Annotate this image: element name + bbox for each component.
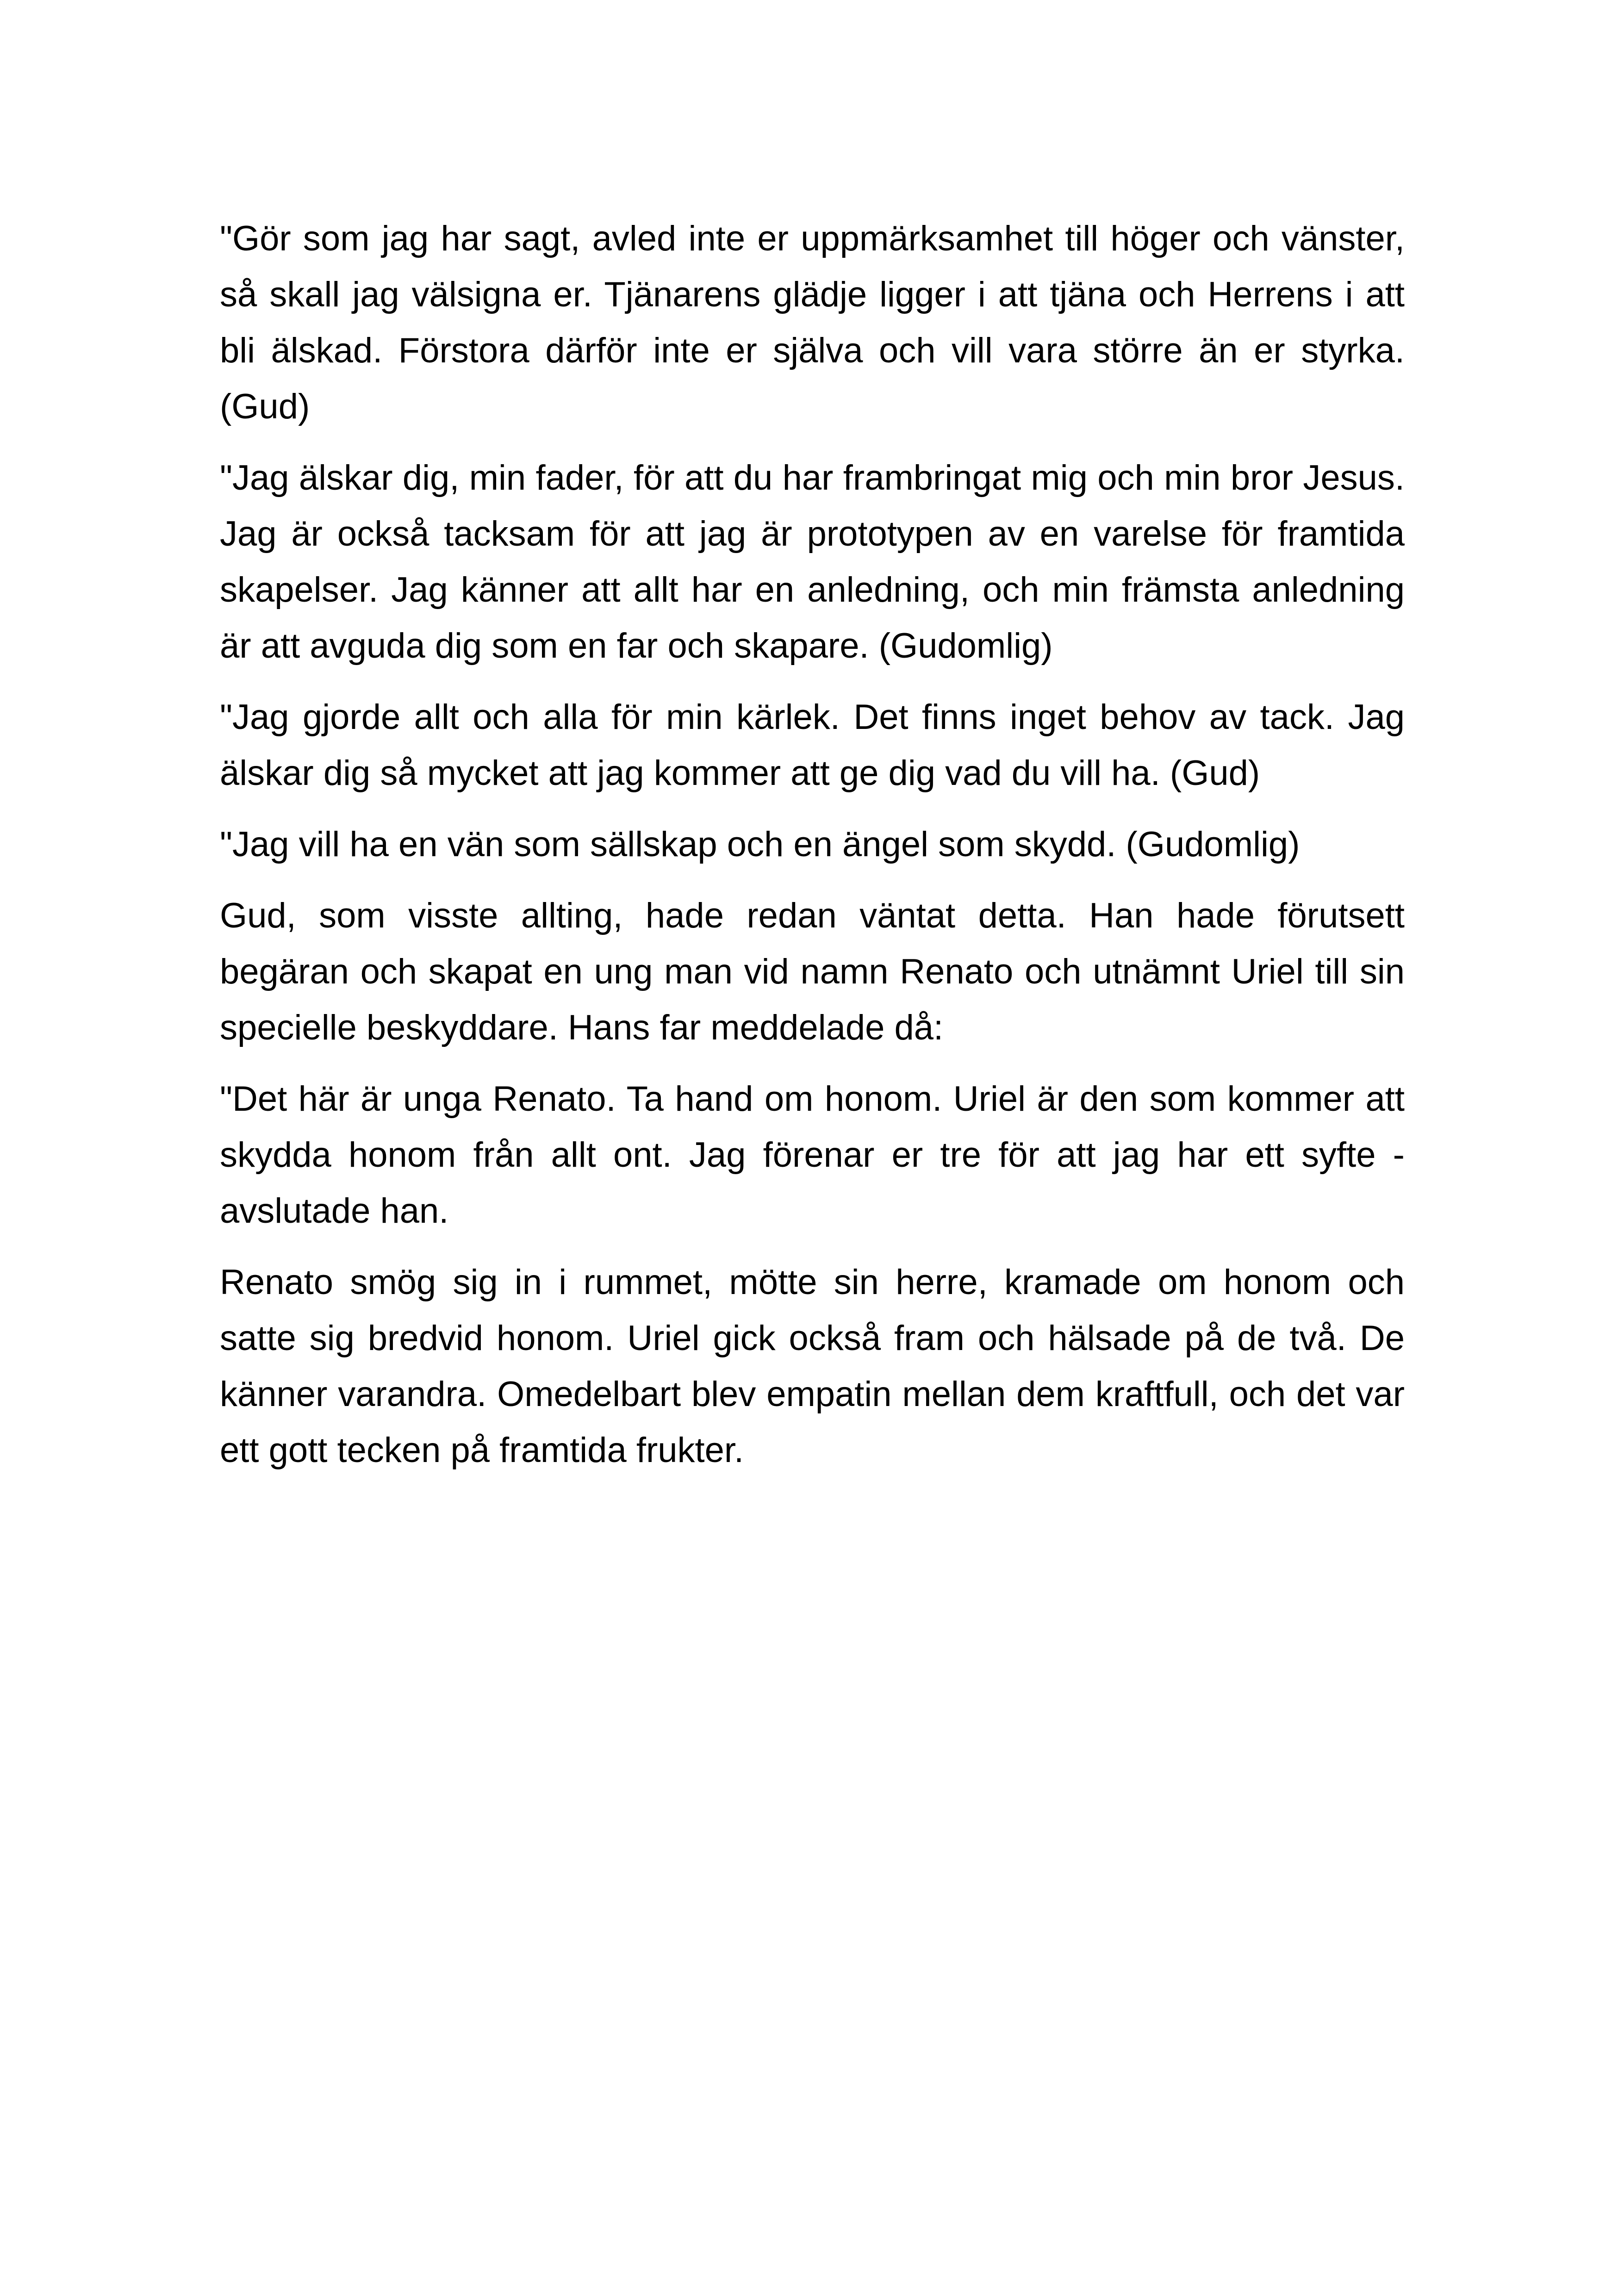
paragraph-god-blessing: "Gör som jag har sagt, avled inte er uppmärksamhet till höger och vänster, så skall jag välsigna er. Tjänarens glädje ligger i att tjäna och Herrens i att bli älskad. Förstora därför inte er själva och vill vara större än er styrka. (Gud) xyxy=(220,219,1405,426)
paragraph-friend-angel: "Jag vill ha en vän som sällskap och en ängel som skydd. (Gudomlig) xyxy=(220,825,1300,864)
paragraph-renato-entered: Renato smög sig in i rummet, mötte sin herre, kramade om honom och satte sig bredvid honom. Uriel gick också fram och hälsade på de två. De känner varandra. Omedelbart blev empatin mellan dem kraftfull, och det var ett gott tecken på framtida frukter. xyxy=(220,1263,1405,1470)
paragraph-love-father: "Jag älskar dig, min fader, för att du har frambringat mig och min bror Jesus. Jag är också tacksam för att jag är prototypen av en varelse för framtida skapelser. Jag känner att allt har en anledning, och min främsta anledning är att avguda dig som en far och skapare. (Gudomlig) xyxy=(220,458,1405,666)
paragraph-made-everything: "Jag gjorde allt och alla för min kärlek. Det finns inget behov av tack. Jag älskar dig så mycket att jag kommer att ge dig vad du vill ha. (Gud) xyxy=(220,697,1405,793)
paragraph-god-knew: Gud, som visste allting, hade redan väntat detta. Han hade förutsett begäran och skapat en ung man vid namn Renato och utnämnt Uriel till sin specielle beskyddare. Hans far meddelade då: xyxy=(220,896,1405,1047)
paragraph-young-renato: "Det här är unga Renato. Ta hand om honom. Uriel är den som kommer att skydda honom från allt ont. Jag förenar er tre för att jag har ett syfte - avslutade han. xyxy=(220,1079,1405,1231)
document-body xyxy=(220,211,1405,1493)
